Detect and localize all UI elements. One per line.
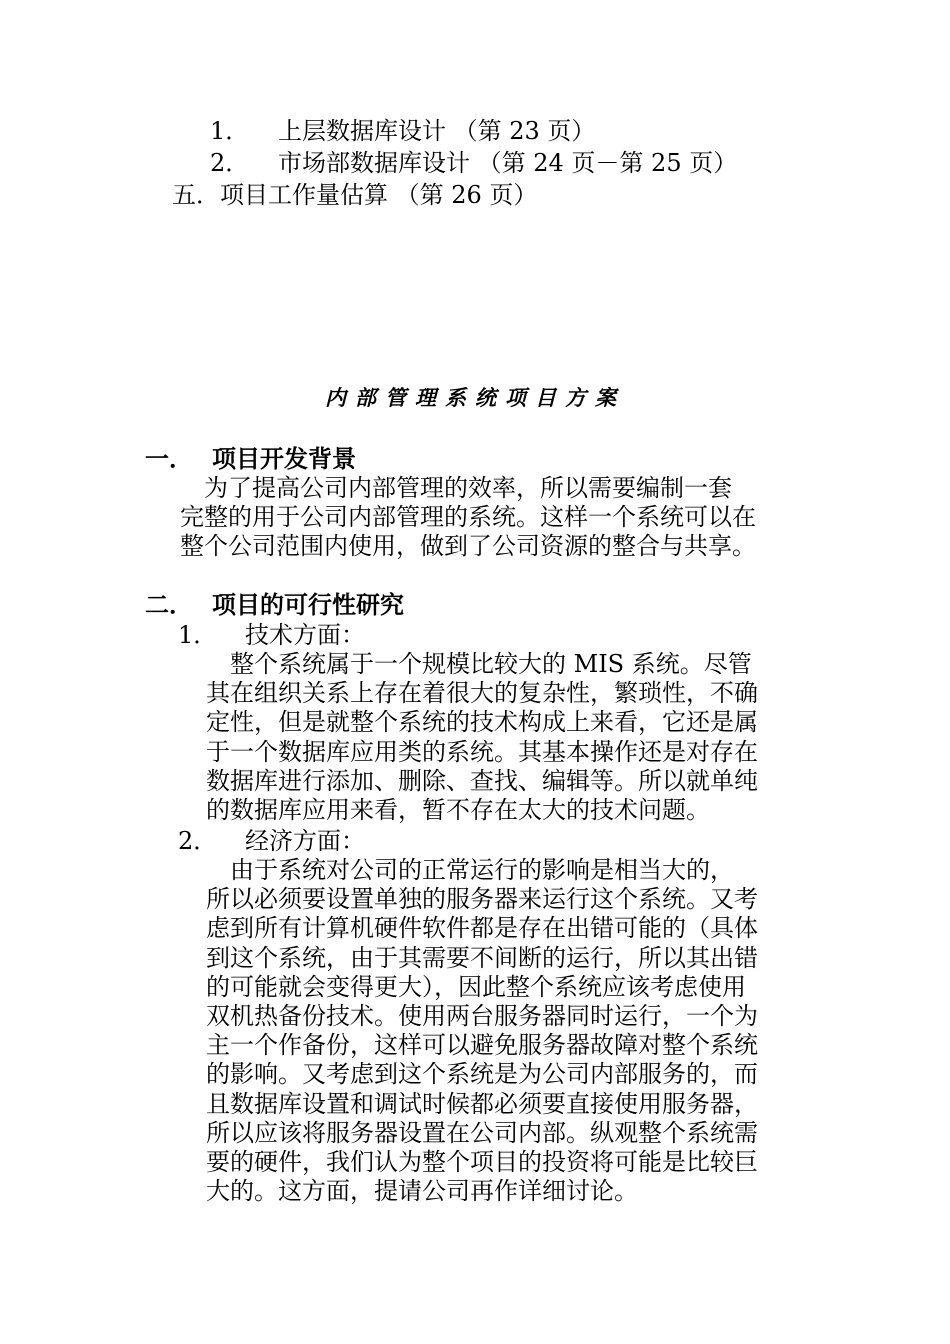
section-2-heading xyxy=(145,590,404,620)
paragraph-line: 虑到所有计算机硬件软件都是存在出错可能的（具体 xyxy=(206,914,758,943)
paragraph-line: 定性，但是就整个系统的技术构成上来看，它还是属 xyxy=(206,708,758,737)
paragraph-line: 所以应该将服务器设置在公司内部。纵观整个系统需 xyxy=(206,1118,758,1147)
section-1-title: 项目开发背景 xyxy=(212,444,356,473)
subsection-1-label: 技术方面： xyxy=(245,621,365,649)
section-2-title: 项目的可行性研究 xyxy=(212,590,404,619)
paragraph-line: 于一个数据库应用类的系统。其基本操作还是对存在 xyxy=(206,737,758,766)
paragraph-line: 的数据库应用来看，暂不存在太大的技术问题。 xyxy=(206,796,710,825)
paragraph-line: 双机热备份技术。使用两台服务器同时运行，一个为 xyxy=(206,1002,758,1031)
section-1-heading xyxy=(145,444,356,474)
section-2-number: 二． xyxy=(145,590,193,619)
paragraph-line: 的可能就会变得更大），因此整个系统应该考虑使用 xyxy=(206,972,746,1001)
subsection-2-heading xyxy=(178,826,365,856)
subsection-2-paragraph xyxy=(206,856,758,1206)
paragraph-line: 整个公司范围内使用，做到了公司资源的整合与共享。 xyxy=(180,532,756,561)
paragraph-line: 大的。这方面，提请公司再作详细讨论。 xyxy=(206,1177,638,1206)
paragraph-line: 整个系统属于一个规模比较大的 MIS 系统。尽管 xyxy=(206,650,752,678)
paragraph-line: 为了提高公司内部管理的效率，所以需要编制一套 xyxy=(180,474,732,502)
toc-item-5-text: 五．项目工作量估算 （第 26 页） xyxy=(172,181,538,209)
paragraph-line: 其在组织关系上存在着很大的复杂性，繁琐性，不确 xyxy=(206,679,758,708)
subsection-1-paragraph xyxy=(206,650,758,825)
section-1-paragraph xyxy=(180,474,756,562)
document-title: 内部管理系统项目方案 xyxy=(325,385,625,410)
toc-item-1-text: 上层数据库设计 （第 23 页） xyxy=(278,117,596,145)
paragraph-line: 所以必须要设置单独的服务器来运行这个系统。又考 xyxy=(206,885,758,914)
subsection-1-heading xyxy=(178,620,365,650)
paragraph-line: 要的硬件，我们认为整个项目的投资将可能是比较巨 xyxy=(206,1148,758,1177)
subsection-1-number: 1． xyxy=(178,621,218,649)
paragraph-line: 由于系统对公司的正常运行的影响是相当大的， xyxy=(206,856,734,884)
section-1-number: 一． xyxy=(145,444,193,473)
subsection-2-number: 2． xyxy=(178,827,218,855)
paragraph-line: 主一个作备份，这样可以避免服务器故障对整个系统 xyxy=(206,1031,758,1060)
paragraph-line: 到这个系统，由于其需要不间断的运行，所以其出错 xyxy=(206,943,758,972)
toc-item-1-number: 1． xyxy=(210,117,250,145)
paragraph-line: 且数据库设置和调试时候都必须要直接使用服务器， xyxy=(206,1089,758,1118)
paragraph-line: 数据库进行添加、删除、查找、编辑等。所以就单纯 xyxy=(206,766,758,795)
subsection-2-label: 经济方面： xyxy=(245,827,365,855)
toc-item-2-number: 2． xyxy=(210,149,250,177)
toc-item-5 xyxy=(172,180,537,210)
toc-item-2-text: 市场部数据库设计 （第 24 页－第 25 页） xyxy=(278,149,738,177)
paragraph-line: 的影响。又考虑到这个系统是为公司内部服务的，而 xyxy=(206,1060,758,1089)
paragraph-line: 完整的用于公司内部管理的系统。这样一个系统可以在 xyxy=(180,503,756,532)
